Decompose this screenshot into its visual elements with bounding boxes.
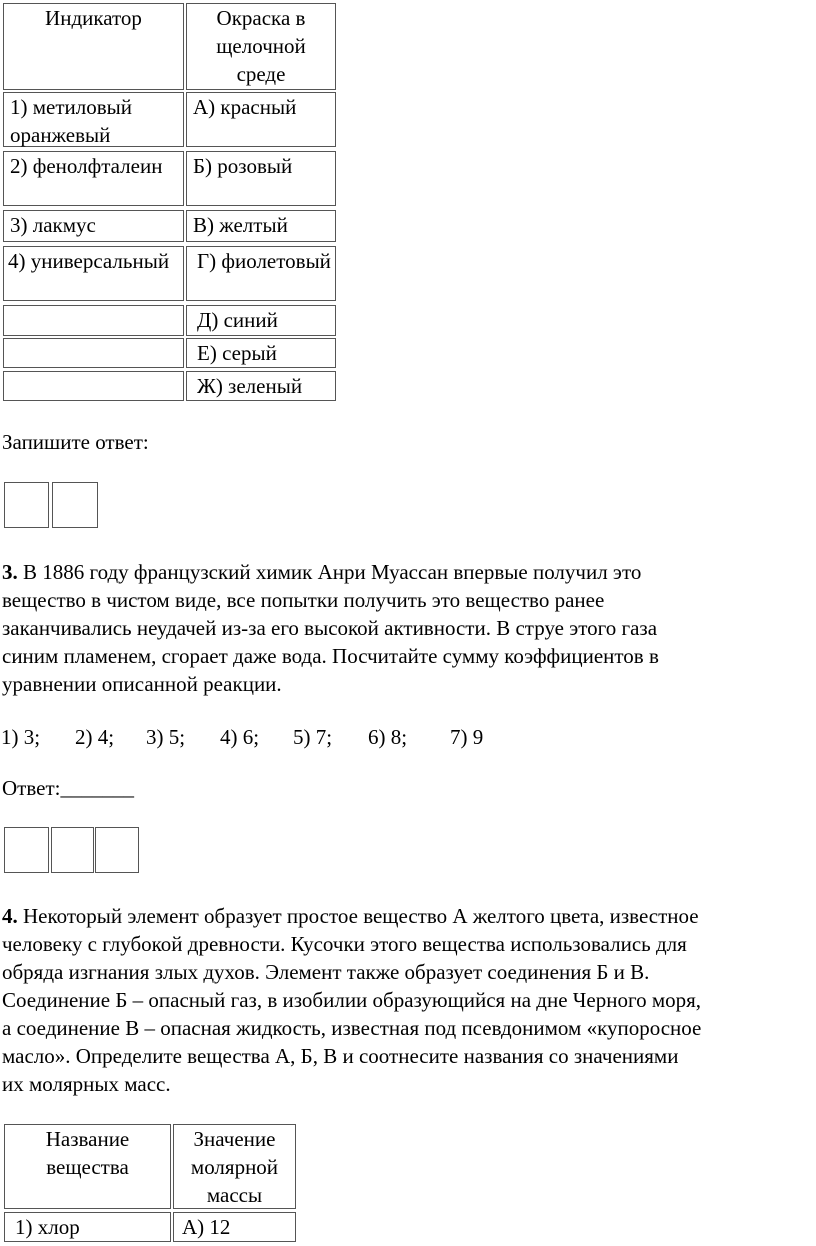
table1-indicator-cell [3, 338, 184, 368]
q4-line: их молярных масс. [2, 1072, 171, 1096]
table1-indicator-cell [3, 305, 184, 336]
answer-box[interactable] [95, 827, 139, 873]
q3-option: 5) 7; [293, 725, 333, 749]
table1-indicator-cell [3, 371, 184, 401]
q4-line [2, 902, 699, 930]
answer-box[interactable] [4, 827, 49, 873]
table1-color-cell: Д) синий [186, 305, 336, 336]
q4-line: масло». Определите вещества А, Б, В и соотнесите названия со значениями [2, 1044, 679, 1068]
q4-text: Некоторый элемент образует простое вещество А желтого цвета, известное [17, 904, 699, 928]
table1-header-color: Окраска в щелочной среде [186, 3, 336, 90]
q4-line: а соединение В – опасная жидкость, известная под псевдонимом «купоросное [2, 1016, 702, 1040]
table1-header-indicator: Индикатор [3, 3, 184, 90]
table1-color-cell: Б) розовый [186, 151, 336, 206]
table2-header-mass: Значение молярной массы [173, 1124, 296, 1209]
q3-line: заканчивались неудачей из-за его высокой активности. В струе этого газа [2, 616, 658, 640]
q3-line: уравнении описанной реакции. [2, 672, 282, 696]
table1-indicator-cell: 4) универсальный [3, 246, 184, 301]
answer-box[interactable] [52, 482, 98, 528]
table1-color-cell: В) желтый [186, 210, 336, 242]
q4-line: обряда изгнания злых духов. Элемент также образует соединения Б и В. [2, 960, 650, 984]
table2-name-cell: 1) хлор [4, 1212, 171, 1242]
table1-indicator-cell: 3) лакмус [3, 210, 184, 242]
table1-color-cell: Ж) зеленый [186, 371, 336, 401]
table1-color-cell: Г) фиолетовый [186, 246, 336, 301]
q3-option: 6) 8; [368, 725, 408, 749]
q3-line [2, 558, 641, 586]
q3-option: 1) 3; [1, 725, 41, 749]
answer-box[interactable] [51, 827, 94, 873]
q3-option: 3) 5; [146, 725, 186, 749]
q3-line: вещество в чистом виде, все попытки получить это вещество ранее [2, 588, 605, 612]
table1-indicator-cell: 2) фенолфталеин [3, 151, 184, 206]
q3-option: 4) 6; [220, 725, 260, 749]
table2-mass-cell: А) 12 [173, 1212, 296, 1242]
table1-color-cell: Е) серый [186, 338, 336, 368]
q3-line: синим пламенем, сгорает даже вода. Посчитайте сумму коэффициентов в [2, 644, 659, 668]
table1-color-cell: А) красный [186, 92, 336, 147]
q4-number: 4. [2, 904, 18, 928]
q3-answer-label: Ответ:_______ [2, 776, 134, 800]
table2-header-name: Название вещества [4, 1124, 171, 1209]
q3-text: В 1886 году французский химик Анри Муассан впервые получил это [17, 560, 642, 584]
q4-line: человеку с глубокой древности. Кусочки этого вещества использовались для [2, 932, 687, 956]
q3-option: 2) 4; [75, 725, 115, 749]
q3-option: 7) 9 [450, 725, 484, 749]
q3-number: 3. [2, 560, 18, 584]
answer-box[interactable] [4, 482, 49, 528]
table1-indicator-cell: 1) метиловый оранжевый [3, 92, 184, 147]
q4-line: Соединение Б – опасный газ, в изобилии образующийся на дне Черного моря, [2, 988, 702, 1012]
answer-prompt: Запишите ответ: [2, 430, 149, 454]
